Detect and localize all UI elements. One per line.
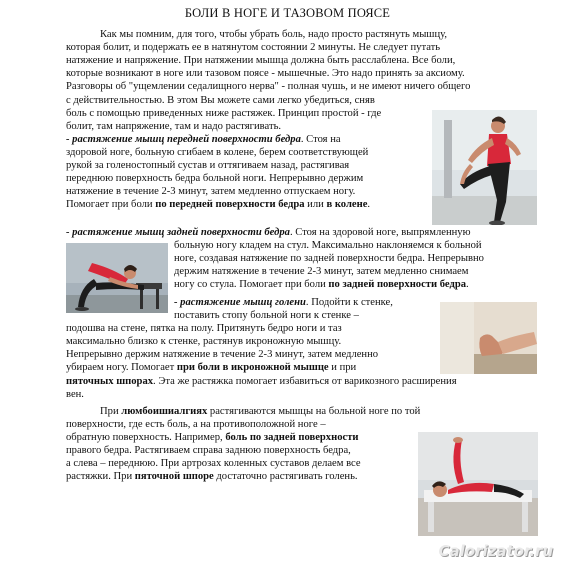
front-thigh-emphasis: в колене — [326, 199, 368, 211]
lumbo-text: растягиваются мышцы на больной ноге по той — [207, 406, 421, 417]
intro-line: с действительностью. В этом Вы можете сами легко убедиться, сняв — [66, 94, 375, 106]
calf-line: вен. — [66, 388, 84, 400]
front-thigh-heading: - растяжение мышц передней поверхности бедра — [66, 134, 301, 145]
watermark: Calorizator.ru — [438, 542, 553, 560]
intro-line: которая болит, и подержать ее в натянутом состоянии 2 минуты. Не следует путать — [66, 42, 441, 54]
lumbo-section-cont — [66, 418, 412, 483]
lumbo-emphasis: пяточной шпоре — [134, 471, 214, 483]
back-thigh-text: . Стоя на здоровой ноге, выпрямленную — [289, 227, 471, 238]
calf-line: подошва на стене, пятка на полу. Притянуть бедро ноги и таз — [66, 323, 342, 334]
page-title: БОЛИ В НОГЕ И ТАЗОВОМ ПОЯСЕ — [184, 6, 391, 20]
intro-paragraph-cont — [66, 94, 406, 133]
front-thigh-section — [66, 133, 430, 212]
front-thigh-stretch-photo — [432, 110, 537, 225]
lumbo-text: растяжки. При — [66, 471, 135, 483]
intro-line: Как мы помним, для того, чтобы убрать боль, надо просто растянуть мышцу, — [100, 29, 448, 40]
front-thigh-text: . — [367, 199, 371, 211]
back-thigh-emphasis: по задней поверхности бедра — [328, 279, 467, 291]
lumbo-text: При — [100, 406, 122, 417]
lumbo-emphasis: боль по задней поверхности — [225, 432, 359, 444]
front-thigh-line: натяжение в течение 2-3 минут, затем медленно отпускаем ногу. — [66, 186, 356, 198]
front-thigh-text: Помогает при боли — [66, 199, 156, 211]
calf-text: . Эта же растяжка помогает избавиться от варикозного расширения — [153, 375, 457, 387]
intro-line: боль с помощью приведенных ниже растяжек. Принцип простой - где — [66, 107, 382, 119]
intro-paragraph — [66, 28, 537, 93]
back-thigh-heading: - растяжение мышц задней поверхности бедра — [66, 227, 290, 238]
front-thigh-line: рукой за голеностопный сустав и оттягиваем назад, растягивая — [66, 160, 350, 172]
lumbo-section — [66, 405, 537, 418]
front-thigh-text: . Стоя на — [300, 134, 341, 145]
calf-text: . Подойти к стенке, — [305, 297, 393, 308]
calf-line: поставить стопу больной ноги к стенке – — [174, 310, 359, 322]
lumbo-text: обратную поверхность. Например, — [66, 432, 226, 444]
calf-emphasis: пяточных шпорах — [66, 375, 154, 387]
back-thigh-section — [66, 226, 537, 239]
back-thigh-text: ногу со стула. Помогает при боли — [174, 279, 329, 291]
back-thigh-text: . — [466, 279, 469, 291]
lumbo-line: поверхности, где есть боль, а на противоположной ноге – — [66, 419, 326, 430]
lumbo-text: достаточно растягивать голень. — [213, 471, 358, 483]
calf-section-cont — [66, 322, 436, 374]
lumbo-line: правого бедра. Растягиваем справа заднюю поверхность бедра, — [66, 445, 351, 457]
back-thigh-cont — [174, 239, 537, 291]
intro-line: болит, там напряжение, там и надо растягивать. — [66, 120, 282, 132]
calf-heading: - растяжение мышц голени — [174, 297, 306, 308]
front-thigh-text: или — [304, 199, 327, 211]
calf-line: Непрерывно держим натяжение в течение 2-3 минут, затем медленно — [66, 349, 379, 361]
calf-section — [174, 296, 436, 322]
intro-line: которые возникают в ноге или тазовом поясе - мышечные. Это надо принять за аксиому. — [66, 68, 465, 80]
back-thigh-stretch-photo — [66, 243, 168, 313]
intro-line: натяжение и напряжение. При натяжении мышца должна быть расслаблена. Все боли, — [66, 55, 456, 67]
lumbo-emphasis: люмбоишиалгиях — [121, 406, 208, 417]
back-thigh-line: ноге, создавая натяжение по задней поверхности бедра. Непрерывно — [174, 253, 484, 265]
lying-stretch-photo — [418, 432, 538, 536]
calf-stretch-photo — [440, 302, 537, 374]
front-thigh-emphasis: по передней поверхности бедра — [155, 199, 305, 211]
calf-section-end — [66, 375, 537, 401]
back-thigh-line: больную ногу кладем на стул. Максимально наклоняемся к больной — [174, 240, 482, 251]
back-thigh-line: держим натяжение в течение 2-3 минут, затем медленно снимаем — [174, 266, 469, 278]
intro-line: Разговоры об "ущемлении седалищного нерва" - полная чушь, и не имеют ничего общего — [66, 81, 471, 93]
calf-text: убираем ногу. Помогает — [66, 362, 177, 374]
calf-emphasis: при боли в икроножной мышце — [176, 362, 329, 374]
front-thigh-line: переднюю поверхность бедра больной ноги. Непрерывно держим — [66, 173, 364, 185]
front-thigh-line: здоровой ноге, больную сгибаем в колене, берем соответствующей — [66, 147, 369, 159]
calf-line: максимально близко к стенке, растянув икроножную мышцу. — [66, 336, 342, 348]
calf-text: и при — [328, 362, 357, 374]
lumbo-line: а слева – переднюю. При артрозах коленных суставов делаем все — [66, 458, 361, 470]
